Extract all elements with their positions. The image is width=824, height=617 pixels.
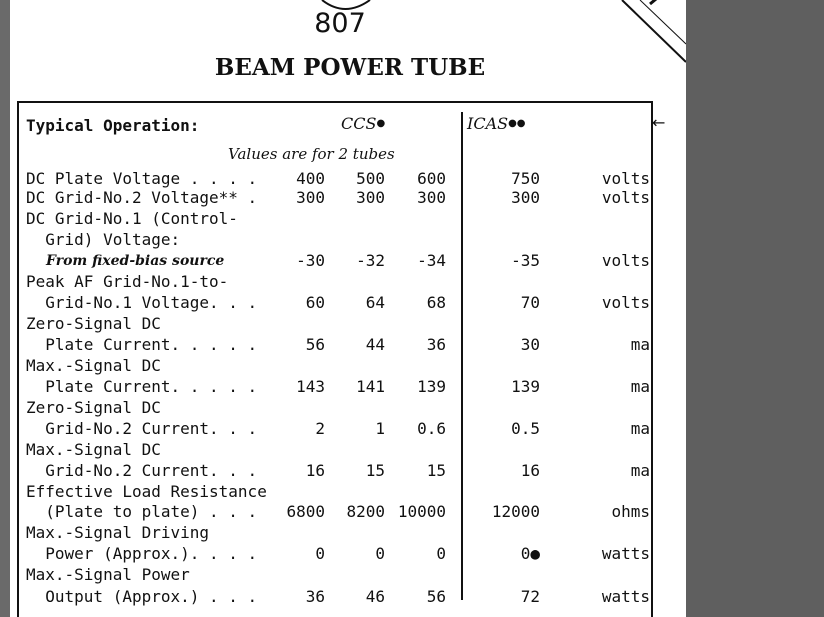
ccs-mark: ● bbox=[376, 118, 386, 129]
row-label: Plate Current. . . . . bbox=[26, 335, 258, 354]
ccs-value-2: 141 bbox=[356, 377, 385, 396]
side-arrow-icon: ← bbox=[652, 113, 666, 132]
ccs-value-1: 2 bbox=[315, 419, 325, 438]
unit-label: ma bbox=[630, 461, 650, 480]
ccs-value-2: 8200 bbox=[346, 502, 385, 521]
icas-value: 72 bbox=[520, 587, 540, 606]
icas-value: 16 bbox=[520, 461, 540, 480]
row-label: Zero-Signal DC bbox=[26, 398, 161, 417]
row-label: Peak AF Grid-No.1-to- bbox=[26, 272, 229, 291]
typical-operation-heading: Typical Operation: bbox=[26, 116, 200, 135]
icas-value: 300 bbox=[511, 188, 540, 207]
values-note: Values are for 2 tubes bbox=[228, 145, 395, 163]
ccs-value-3: 15 bbox=[426, 461, 446, 480]
ccs-value-2: 500 bbox=[356, 169, 385, 188]
icas-value: 70 bbox=[520, 293, 540, 312]
ccs-value-2: -32 bbox=[356, 251, 385, 270]
ccs-value-1: -30 bbox=[296, 251, 325, 270]
ccs-value-1: 56 bbox=[305, 335, 325, 354]
ccs-value-2: 15 bbox=[365, 461, 385, 480]
icas-value: 30 bbox=[520, 335, 540, 354]
row-label: Max.-Signal DC bbox=[26, 440, 161, 459]
unit-label: watts bbox=[601, 587, 650, 606]
ccs-value-2: 46 bbox=[365, 587, 385, 606]
ccs-value-1: 143 bbox=[296, 377, 325, 396]
icas-value: -35 bbox=[511, 251, 540, 270]
row-label: Grid) Voltage: bbox=[26, 230, 181, 249]
icas-value: 139 bbox=[511, 377, 540, 396]
row-label: DC Grid-No.1 (Control- bbox=[26, 209, 238, 228]
ccs-value-1: 36 bbox=[305, 587, 325, 606]
ccs-value-3: 139 bbox=[417, 377, 446, 396]
row-label: Max.-Signal Power bbox=[26, 565, 190, 584]
ccs-value-3: 56 bbox=[426, 587, 446, 606]
unit-label: ma bbox=[630, 419, 650, 438]
row-label: Grid-No.1 Voltage. . . bbox=[26, 293, 258, 312]
ccs-value-1: 16 bbox=[305, 461, 325, 480]
ccs-value-3: 68 bbox=[426, 293, 446, 312]
ccs-label-text: CCS bbox=[341, 114, 377, 133]
ccs-value-1: 400 bbox=[296, 169, 325, 188]
unit-label: volts bbox=[601, 169, 650, 188]
ccs-value-3: 600 bbox=[417, 169, 446, 188]
icas-value: 0● bbox=[520, 544, 540, 563]
ccs-value-1: 0 bbox=[315, 544, 325, 563]
row-label: Power (Approx.). . . . bbox=[26, 544, 258, 563]
unit-label: volts bbox=[601, 293, 650, 312]
row-label: From fixed-bias source bbox=[46, 253, 225, 269]
diagram-line bbox=[622, 0, 686, 62]
unit-label: ma bbox=[630, 377, 650, 396]
ccs-value-2: 300 bbox=[356, 188, 385, 207]
unit-label: watts bbox=[601, 544, 650, 563]
row-label: Grid-No.2 Current. . . bbox=[26, 419, 258, 438]
ccs-value-3: 300 bbox=[417, 188, 446, 207]
icas-label-text: ICAS bbox=[467, 114, 509, 133]
page-title: BEAM POWER TUBE bbox=[214, 54, 486, 81]
ccs-value-3: -34 bbox=[417, 251, 446, 270]
unit-label: volts bbox=[601, 188, 650, 207]
diagram-mark bbox=[650, 0, 662, 4]
row-label: DC Plate Voltage . . . . bbox=[26, 169, 258, 188]
row-label: (Plate to plate) . . . bbox=[26, 502, 258, 521]
ccs-value-3: 0.6 bbox=[417, 419, 446, 438]
ccs-value-2: 1 bbox=[375, 419, 385, 438]
unit-label: volts bbox=[601, 251, 650, 270]
icas-column-divider bbox=[461, 112, 463, 600]
icas-value: 0.5 bbox=[511, 419, 540, 438]
tube-number: 807 bbox=[314, 8, 366, 39]
row-label: Max.-Signal DC bbox=[26, 356, 161, 375]
diagram-line bbox=[640, 0, 686, 44]
ccs-value-2: 44 bbox=[365, 335, 385, 354]
row-label: Max.-Signal Driving bbox=[26, 523, 210, 542]
icas-value: 12000 bbox=[491, 502, 540, 521]
ccs-value-1: 60 bbox=[305, 293, 325, 312]
row-label: Zero-Signal DC bbox=[26, 314, 161, 333]
row-label: Output (Approx.) . . . bbox=[26, 587, 258, 606]
ccs-value-2: 0 bbox=[375, 544, 385, 563]
row-label: Plate Current. . . . . bbox=[26, 377, 258, 396]
icas-label bbox=[467, 115, 526, 133]
unit-label: ma bbox=[630, 335, 650, 354]
viewer-side-panel bbox=[686, 0, 824, 617]
ccs-value-3: 36 bbox=[426, 335, 446, 354]
row-label: Effective Load Resistance bbox=[26, 482, 267, 501]
row-label: Grid-No.2 Current. . . bbox=[26, 461, 258, 480]
ccs-label bbox=[341, 115, 385, 133]
document-page bbox=[10, 0, 686, 617]
icas-value: 750 bbox=[511, 169, 540, 188]
ccs-value-2: 64 bbox=[365, 293, 385, 312]
ccs-value-1: 300 bbox=[296, 188, 325, 207]
row-label: DC Grid-No.2 Voltage** . bbox=[26, 188, 258, 207]
ccs-value-3: 10000 bbox=[397, 502, 446, 521]
icas-mark: ●● bbox=[508, 118, 526, 129]
unit-label: ohms bbox=[611, 502, 650, 521]
ccs-value-1: 6800 bbox=[286, 502, 325, 521]
ccs-value-3: 0 bbox=[436, 544, 446, 563]
